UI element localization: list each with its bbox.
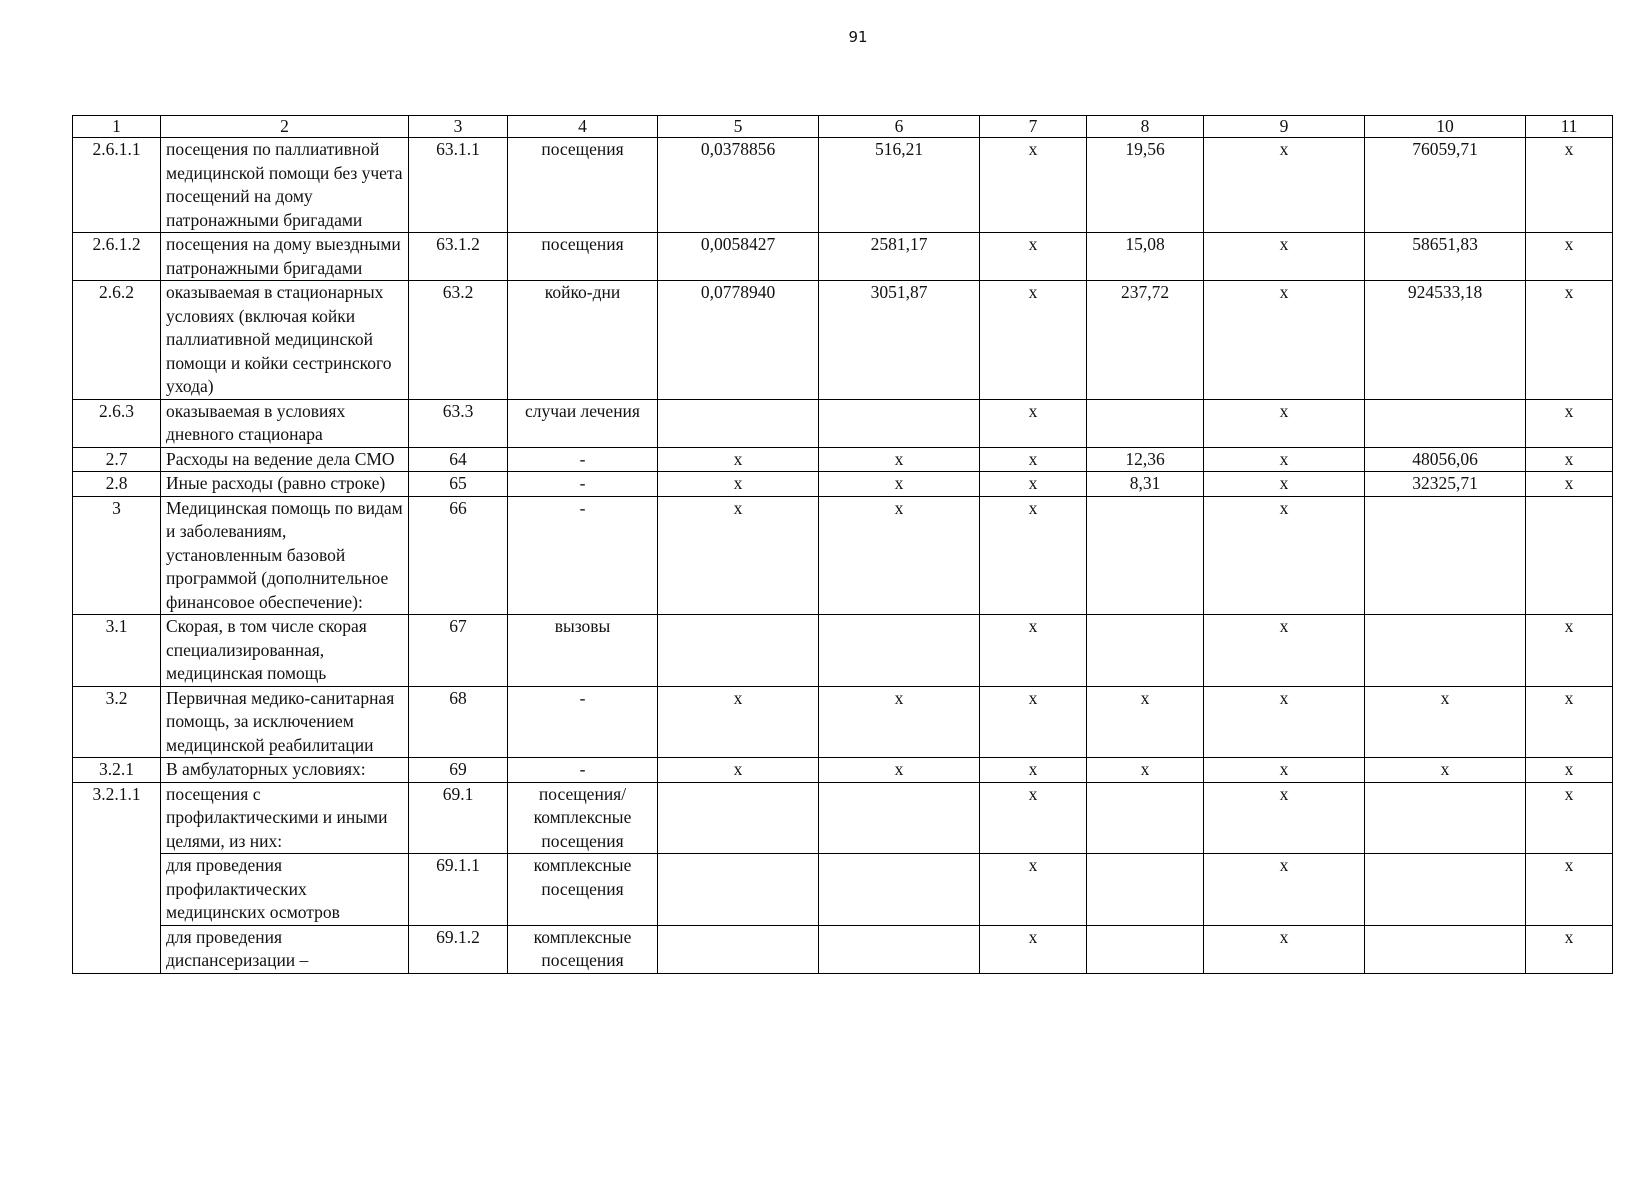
unit-cell: вызовы [508, 615, 658, 687]
table-row [73, 472, 1613, 497]
table-row [73, 758, 1613, 783]
col6-cell [819, 854, 980, 926]
table-row [73, 615, 1613, 687]
col11-cell: х [1526, 138, 1613, 233]
col5-cell: х [658, 472, 819, 497]
col6-cell: х [819, 496, 980, 615]
indicator-name-cell: оказываемая в стационарных условиях (включая койки паллиативной медицинской помощи и койки сестринского ухода) [161, 281, 409, 400]
col7-cell: х [980, 447, 1087, 472]
col7-cell: х [980, 686, 1087, 758]
table-row [73, 281, 1613, 400]
col8-cell: х [1087, 758, 1204, 783]
col11-cell: х [1526, 925, 1613, 973]
table-row [73, 854, 1613, 926]
col10-cell: 48056,06 [1365, 447, 1526, 472]
col7-cell: х [980, 233, 1087, 281]
indicator-name-cell: для проведения диспансеризации – [161, 925, 409, 973]
row-code-cell: 3.2.1.1 [73, 782, 161, 973]
col11-cell [1526, 496, 1613, 615]
row-code-cell: 2.6.1.1 [73, 138, 161, 233]
col7-cell: х [980, 138, 1087, 233]
line-number-cell: 69.1.2 [409, 925, 508, 973]
column-header: 6 [819, 116, 980, 138]
table-body [73, 138, 1613, 974]
table-row [73, 782, 1613, 854]
line-number-cell: 64 [409, 447, 508, 472]
col5-cell [658, 615, 819, 687]
col7-cell: х [980, 782, 1087, 854]
column-header: 10 [1365, 116, 1526, 138]
col9-cell: х [1204, 233, 1365, 281]
line-number-cell: 69 [409, 758, 508, 783]
col6-cell: 3051,87 [819, 281, 980, 400]
col7-cell: х [980, 496, 1087, 615]
col5-cell: х [658, 447, 819, 472]
col9-cell: х [1204, 496, 1365, 615]
row-code-cell: 3.1 [73, 615, 161, 687]
col9-cell: х [1204, 281, 1365, 400]
col6-cell [819, 615, 980, 687]
unit-cell: случаи лечения [508, 399, 658, 447]
line-number-cell: 65 [409, 472, 508, 497]
col10-cell [1365, 854, 1526, 926]
col10-cell: 58651,83 [1365, 233, 1526, 281]
col10-cell: 32325,71 [1365, 472, 1526, 497]
unit-cell: комплексные посещения [508, 925, 658, 973]
col6-cell [819, 399, 980, 447]
col8-cell: х [1087, 686, 1204, 758]
column-header: 4 [508, 116, 658, 138]
col5-cell: 0,0058427 [658, 233, 819, 281]
col11-cell: х [1526, 758, 1613, 783]
col8-cell [1087, 854, 1204, 926]
col9-cell: х [1204, 686, 1365, 758]
indicator-name-cell: посещения с профилактическими и иными целями, из них: [161, 782, 409, 854]
indicator-name-cell: Медицинская помощь по видам и заболеваниям, установленным базовой программой (дополнительное финансовое обеспечение): [161, 496, 409, 615]
unit-cell: койко-дни [508, 281, 658, 400]
col9-cell: х [1204, 138, 1365, 233]
col6-cell: 516,21 [819, 138, 980, 233]
column-header: 5 [658, 116, 819, 138]
indicator-name-cell: посещения на дому выездными патронажными бригадами [161, 233, 409, 281]
table-header-row [73, 116, 1613, 138]
col11-cell: х [1526, 281, 1613, 400]
col10-cell: 76059,71 [1365, 138, 1526, 233]
unit-cell: посещения/ комплексные посещения [508, 782, 658, 854]
line-number-cell: 69.1 [409, 782, 508, 854]
unit-cell: - [508, 472, 658, 497]
unit-cell: посещения [508, 233, 658, 281]
col10-cell [1365, 925, 1526, 973]
line-number-cell: 63.3 [409, 399, 508, 447]
line-number-cell: 63.2 [409, 281, 508, 400]
column-header: 8 [1087, 116, 1204, 138]
col7-cell: х [980, 758, 1087, 783]
unit-cell: посещения [508, 138, 658, 233]
row-code-cell: 3.2 [73, 686, 161, 758]
col5-cell: 0,0378856 [658, 138, 819, 233]
row-code-cell: 2.7 [73, 447, 161, 472]
page-number: 91 [848, 28, 868, 46]
indicator-name-cell: В амбулаторных условиях: [161, 758, 409, 783]
col7-cell: х [980, 854, 1087, 926]
line-number-cell: 68 [409, 686, 508, 758]
col5-cell: х [658, 496, 819, 615]
col8-cell: 15,08 [1087, 233, 1204, 281]
indicator-name-cell: Иные расходы (равно строке) [161, 472, 409, 497]
col6-cell: х [819, 686, 980, 758]
unit-cell: - [508, 496, 658, 615]
unit-cell: комплексные посещения [508, 854, 658, 926]
col11-cell: х [1526, 233, 1613, 281]
col11-cell: х [1526, 399, 1613, 447]
column-header: 2 [161, 116, 409, 138]
col8-cell: 12,36 [1087, 447, 1204, 472]
col7-cell: х [980, 399, 1087, 447]
line-number-cell: 63.1.2 [409, 233, 508, 281]
col11-cell: х [1526, 782, 1613, 854]
col8-cell: 237,72 [1087, 281, 1204, 400]
table-row [73, 925, 1613, 973]
table-row [73, 447, 1613, 472]
col9-cell: х [1204, 854, 1365, 926]
col5-cell: х [658, 758, 819, 783]
indicator-name-cell: посещения по паллиативной медицинской помощи без учета посещений на дому патронажными бригадами [161, 138, 409, 233]
column-header: 7 [980, 116, 1087, 138]
table-row [73, 686, 1613, 758]
unit-cell: - [508, 447, 658, 472]
col9-cell: х [1204, 615, 1365, 687]
col9-cell: х [1204, 447, 1365, 472]
row-code-cell: 2.6.2 [73, 281, 161, 400]
col10-cell [1365, 782, 1526, 854]
col10-cell [1365, 496, 1526, 615]
row-code-cell: 2.6.3 [73, 399, 161, 447]
col11-cell: х [1526, 854, 1613, 926]
col8-cell [1087, 615, 1204, 687]
unit-cell: - [508, 686, 658, 758]
indicator-name-cell: Скорая, в том числе скорая специализированная, медицинская помощь [161, 615, 409, 687]
indicator-name-cell: оказываемая в условиях дневного стационара [161, 399, 409, 447]
col7-cell: х [980, 281, 1087, 400]
col10-cell [1365, 399, 1526, 447]
column-header: 9 [1204, 116, 1365, 138]
line-number-cell: 63.1.1 [409, 138, 508, 233]
col10-cell [1365, 615, 1526, 687]
col8-cell [1087, 496, 1204, 615]
table-row [73, 138, 1613, 233]
col9-cell: х [1204, 782, 1365, 854]
row-code-cell: 3.2.1 [73, 758, 161, 783]
col6-cell: 2581,17 [819, 233, 980, 281]
col11-cell: х [1526, 615, 1613, 687]
col6-cell: х [819, 472, 980, 497]
col9-cell: х [1204, 758, 1365, 783]
col6-cell [819, 782, 980, 854]
col8-cell [1087, 399, 1204, 447]
table-row [73, 496, 1613, 615]
line-number-cell: 66 [409, 496, 508, 615]
col7-cell: х [980, 615, 1087, 687]
col10-cell: 924533,18 [1365, 281, 1526, 400]
table-row [73, 233, 1613, 281]
line-number-cell: 67 [409, 615, 508, 687]
col9-cell: х [1204, 925, 1365, 973]
col5-cell: 0,0778940 [658, 281, 819, 400]
col9-cell: х [1204, 399, 1365, 447]
col8-cell: 8,31 [1087, 472, 1204, 497]
col8-cell [1087, 925, 1204, 973]
col9-cell: х [1204, 472, 1365, 497]
unit-cell: - [508, 758, 658, 783]
col10-cell: х [1365, 686, 1526, 758]
col7-cell: х [980, 925, 1087, 973]
col8-cell: 19,56 [1087, 138, 1204, 233]
col10-cell: х [1365, 758, 1526, 783]
col11-cell: х [1526, 472, 1613, 497]
col5-cell: х [658, 686, 819, 758]
col11-cell: х [1526, 447, 1613, 472]
col5-cell [658, 782, 819, 854]
col8-cell [1087, 782, 1204, 854]
col7-cell: х [980, 472, 1087, 497]
line-number-cell: 69.1.1 [409, 854, 508, 926]
col6-cell: х [819, 758, 980, 783]
col6-cell [819, 925, 980, 973]
row-code-cell: 3 [73, 496, 161, 615]
indicator-name-cell: Первичная медико-санитарная помощь, за исключением медицинской реабилитации [161, 686, 409, 758]
indicator-name-cell: для проведения профилактических медицинских осмотров [161, 854, 409, 926]
col11-cell: х [1526, 686, 1613, 758]
row-code-cell: 2.8 [73, 472, 161, 497]
col6-cell: х [819, 447, 980, 472]
col5-cell [658, 925, 819, 973]
col5-cell [658, 854, 819, 926]
data-table [72, 115, 1613, 974]
col5-cell [658, 399, 819, 447]
column-header: 3 [409, 116, 508, 138]
indicator-name-cell: Расходы на ведение дела СМО [161, 447, 409, 472]
row-code-cell: 2.6.1.2 [73, 233, 161, 281]
table-row [73, 399, 1613, 447]
column-header: 1 [73, 116, 161, 138]
column-header: 11 [1526, 116, 1613, 138]
